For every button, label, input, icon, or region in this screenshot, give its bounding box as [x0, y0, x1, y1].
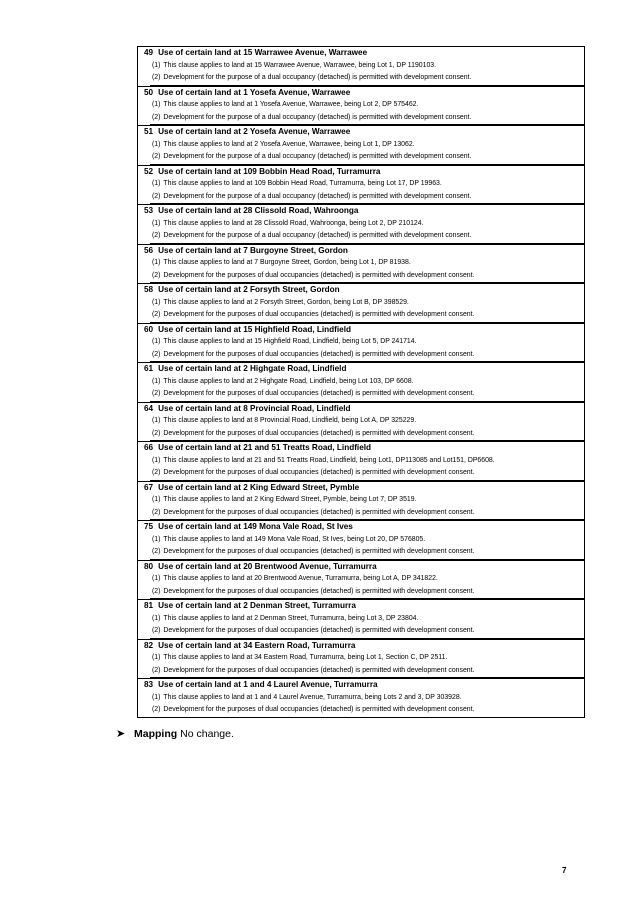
subclause-2	[150, 72, 584, 86]
subclause-1	[138, 613, 584, 626]
clause-heading	[138, 205, 584, 218]
mapping-bullet	[116, 727, 234, 741]
subclause-text: This clause applies to land at 28 Clissold Road, Wahroonga, being Lot 2, DP 210124.	[163, 219, 424, 227]
subclause-number: (1)	[152, 377, 161, 385]
subclause-1	[138, 99, 584, 112]
subclause-text: Development for the purposes of dual occupancies (detached) is permitted with development consent.	[163, 587, 475, 595]
subclause-1	[138, 455, 584, 468]
subclause-text: This clause applies to land at 2 Highgate Road, Lindfield, being Lot 103, DP 6608.	[163, 377, 414, 385]
subclause-2	[150, 191, 584, 205]
clause-row	[138, 165, 584, 205]
clause-row	[138, 678, 584, 717]
subclause-text: Development for the purposes of dual occupancies (detached) is permitted with development consent.	[163, 548, 475, 555]
clause-title: Use of certain land at 109 Bobbin Head Road, Turramurra	[158, 166, 381, 176]
subclause-number: (2)	[152, 311, 161, 318]
subclause-number: (2)	[152, 469, 161, 476]
subclause-number: (1)	[152, 654, 161, 661]
subclause-text: This clause applies to land at 1 Yosefa Avenue, Warrawee, being Lot 2, DP 575462.	[163, 101, 419, 108]
subclause-1	[138, 376, 584, 389]
subclause-1	[138, 218, 584, 231]
subclause-number: (2)	[152, 627, 161, 634]
clause-heading	[138, 561, 584, 574]
subclause-2	[150, 665, 584, 679]
subclause-number: (2)	[152, 192, 161, 200]
clause-title: Use of certain land at 15 Warrawee Avenue, Warrawee	[158, 48, 368, 57]
subclause-number: (1)	[152, 298, 161, 306]
clause-heading	[138, 403, 584, 416]
clause-title: Use of certain land at 2 Yosefa Avenue, Warrawee	[158, 127, 351, 136]
subclause-text: Development for the purpose of a dual occupancy (detached) is permitted with development consent.	[163, 153, 472, 160]
clause-number: 80	[144, 561, 154, 571]
subclause-text: This clause applies to land at 15 Warrawee Avenue, Warrawee, being Lot 1, DP 1190103.	[163, 61, 437, 69]
clause-heading	[138, 47, 584, 60]
subclause-text: Development for the purposes of dual occupancies (detached) is permitted with development consent.	[163, 311, 475, 318]
subclause-text: This clause applies to land at 8 Provincial Road, Lindfield, being Lot A, DP 325229.	[163, 417, 417, 424]
clause-title: Use of certain land at 2 Highgate Road, Lindfield	[158, 364, 347, 373]
subclause-text: This clause applies to land at 34 Eastern Road, Turramurra, being Lot 1, Section C, DP 2511.	[163, 654, 448, 661]
clause-heading	[138, 442, 584, 455]
subclause-text: This clause applies to land at 2 Denman Street, Turramurra, being Lot 3, DP 23804.	[163, 614, 419, 622]
clause-title: Use of certain land at 1 and 4 Laurel Avenue, Turramurra	[158, 680, 378, 689]
subclause-number: (1)	[152, 61, 161, 69]
subclause-text: Development for the purpose of a dual occupancy (detached) is permitted with development consent.	[163, 232, 472, 239]
clause-number: 81	[144, 601, 154, 610]
subclause-2	[150, 467, 584, 481]
subclause-number: (1)	[152, 180, 161, 187]
subclause-text: This clause applies to land at 109 Bobbin Head Road, Turramurra, being Lot 17, DP 19963.	[163, 180, 442, 187]
clause-heading	[138, 521, 584, 534]
subclause-text: This clause applies to land at 2 Forsyth Street, Gordon, being Lot B, DP 398529.	[163, 298, 409, 306]
subclause-number: (2)	[152, 666, 161, 674]
clause-title: Use of certain land at 15 Highfield Road, Lindfield	[158, 324, 351, 334]
subclause-number: (2)	[152, 350, 161, 358]
subclause-number: (2)	[152, 271, 161, 279]
clause-heading	[138, 87, 584, 100]
clause-row	[138, 560, 584, 600]
mapping-text: No change.	[180, 728, 234, 740]
subclause-text: Development for the purposes of dual occupancies (detached) is permitted with development consent.	[163, 271, 475, 279]
subclause-number: (1)	[152, 456, 161, 464]
clause-title: Use of certain land at 21 and 51 Treatts Road, Lindfield	[158, 443, 372, 452]
clause-number: 51	[144, 127, 154, 136]
subclause-text: This clause applies to land at 2 King Edward Street, Pymble, being Lot 7, DP 3519.	[163, 496, 417, 503]
subclause-text: This clause applies to land at 2 Yosefa Avenue, Warrawee, being Lot 1, DP 13062.	[163, 140, 415, 148]
subclause-text: Development for the purpose of a dual occupancy (detached) is permitted with development consent.	[163, 113, 472, 121]
clause-heading	[138, 363, 584, 376]
clause-heading	[138, 482, 584, 495]
subclause-text: Development for the purposes of dual occupancies (detached) is permitted with development consent.	[163, 350, 475, 358]
subclause-text: This clause applies to land at 20 Brentwood Avenue, Turramurra, being Lot A, DP 341822.	[163, 575, 438, 582]
clause-number: 56	[144, 245, 154, 255]
subclause-2	[150, 625, 584, 639]
clause-title: Use of certain land at 20 Brentwood Avenue, Turramurra	[158, 561, 377, 571]
subclause-text: Development for the purpose of a dual occupancy (detached) is permitted with development consent.	[163, 74, 472, 81]
clause-row	[138, 47, 584, 86]
clause-row	[138, 244, 584, 284]
clause-row	[138, 639, 584, 679]
subclause-2	[150, 309, 584, 323]
subclause-number: (2)	[152, 508, 161, 516]
subclause-text: Development for the purposes of dual occupancies (detached) is permitted with development consent.	[163, 706, 475, 713]
subclause-1	[138, 60, 584, 73]
subclause-2	[150, 151, 584, 165]
clause-number: 67	[144, 482, 154, 492]
clause-row	[138, 86, 584, 126]
subclause-text: Development for the purposes of dual occupancies (detached) is permitted with development consent.	[163, 627, 475, 634]
clause-number: 83	[144, 680, 154, 689]
clause-heading	[138, 166, 584, 179]
clause-row	[138, 323, 584, 363]
clause-heading	[138, 245, 584, 258]
clause-heading	[138, 324, 584, 337]
clause-title: Use of certain land at 2 Denman Street, Turramurra	[158, 601, 356, 610]
clause-row	[138, 599, 584, 639]
clause-number: 52	[144, 166, 154, 176]
subclause-1	[138, 336, 584, 349]
clause-number: 75	[144, 522, 154, 531]
clause-heading	[138, 284, 584, 297]
subclause-text: This clause applies to land at 21 and 51 Treatts Road, Lindfield, being Lot1, DP113085 and Lot151, DP6608.	[163, 456, 495, 464]
subclause-text: This clause applies to land at 7 Burgoyne Street, Gordon, being Lot 1, DP 81938.	[163, 259, 411, 266]
subclause-1	[138, 573, 584, 586]
subclause-text: This clause applies to land at 1 and 4 Laurel Avenue, Turramurra, being Lots 2 and 3, DP 303928.	[163, 693, 462, 701]
clause-heading	[138, 679, 584, 692]
subclause-1	[138, 652, 584, 665]
subclause-number: (1)	[152, 693, 161, 701]
clause-number: 82	[144, 640, 154, 650]
subclause-number: (2)	[152, 390, 161, 397]
subclause-number: (2)	[152, 706, 161, 713]
subclause-number: (2)	[152, 587, 161, 595]
clause-number: 50	[144, 87, 154, 97]
subclause-1	[138, 139, 584, 152]
subclause-text: This clause applies to land at 149 Mona Vale Road, St Ives, being Lot 20, DP 576805.	[163, 535, 426, 543]
arrow-bullet-icon: ➤	[116, 728, 126, 740]
subclause-number: (1)	[152, 140, 161, 148]
clause-number: 64	[144, 403, 154, 413]
clause-title: Use of certain land at 7 Burgoyne Street, Gordon	[158, 245, 348, 255]
clause-number: 61	[144, 364, 154, 373]
subclause-number: (2)	[152, 429, 161, 437]
subclause-text: Development for the purposes of dual occupancies (detached) is permitted with development consent.	[163, 508, 475, 516]
clause-number: 49	[144, 48, 154, 57]
clause-title: Use of certain land at 8 Provincial Road, Lindfield	[158, 403, 351, 413]
subclause-1	[138, 415, 584, 428]
clause-title: Use of certain land at 149 Mona Vale Road, St Ives	[158, 522, 353, 531]
clause-title: Use of certain land at 28 Clissold Road, Wahroonga	[158, 206, 359, 215]
clause-number: 53	[144, 206, 154, 215]
subclause-number: (1)	[152, 259, 161, 266]
subclause-2	[150, 349, 584, 363]
clause-row	[138, 520, 584, 560]
clause-heading	[138, 600, 584, 613]
subclause-1	[138, 494, 584, 507]
subclause-1	[138, 297, 584, 310]
subclause-2	[150, 546, 584, 560]
clause-number: 66	[144, 443, 154, 452]
subclause-number: (2)	[152, 153, 161, 160]
subclause-2	[150, 507, 584, 521]
subclause-text: Development for the purposes of dual occupancies (detached) is permitted with development consent.	[163, 429, 475, 437]
subclause-number: (1)	[152, 535, 161, 543]
subclause-number: (2)	[152, 113, 161, 121]
subclause-1	[138, 692, 584, 705]
subclause-text: Development for the purpose of a dual occupancy (detached) is permitted with development consent.	[163, 192, 472, 200]
subclause-1	[138, 534, 584, 547]
clause-row	[138, 402, 584, 442]
clause-row	[138, 481, 584, 521]
clause-row	[138, 283, 584, 323]
clause-row	[138, 362, 584, 402]
clauses-table	[137, 46, 585, 718]
subclause-text: Development for the purposes of dual occupancies (detached) is permitted with development consent.	[163, 666, 475, 674]
subclause-2	[150, 428, 584, 442]
subclause-1	[138, 178, 584, 191]
subclause-number: (1)	[152, 575, 161, 582]
subclause-number: (2)	[152, 548, 161, 555]
subclause-2	[150, 586, 584, 600]
subclause-number: (1)	[152, 219, 161, 227]
clause-title: Use of certain land at 2 King Edward Street, Pymble	[158, 482, 360, 492]
subclause-text: Development for the purposes of dual occupancies (detached) is permitted with development consent.	[163, 469, 475, 476]
page-number: 7	[562, 866, 567, 875]
subclause-number: (1)	[152, 496, 161, 503]
subclause-number: (1)	[152, 101, 161, 108]
subclause-2	[150, 388, 584, 402]
subclause-1	[138, 257, 584, 270]
subclause-number: (1)	[152, 338, 161, 345]
subclause-text: Development for the purposes of dual occupancies (detached) is permitted with development consent.	[163, 390, 475, 397]
clause-heading	[138, 126, 584, 139]
subclause-2	[150, 230, 584, 244]
subclause-2	[150, 112, 584, 126]
clause-title: Use of certain land at 34 Eastern Road, Turramurra	[158, 640, 356, 650]
subclause-text: This clause applies to land at 15 Highfield Road, Lindfield, being Lot 5, DP 241714.	[163, 338, 417, 345]
clause-row	[138, 204, 584, 244]
clause-row	[138, 441, 584, 481]
subclause-number: (1)	[152, 417, 161, 424]
subclause-number: (2)	[152, 232, 161, 239]
clause-number: 60	[144, 324, 154, 334]
mapping-label: Mapping	[134, 728, 178, 740]
clause-number: 58	[144, 285, 154, 294]
subclause-2	[150, 270, 584, 284]
clause-title: Use of certain land at 2 Forsyth Street, Gordon	[158, 285, 340, 294]
clause-heading	[138, 640, 584, 653]
subclause-number: (1)	[152, 614, 161, 622]
clause-row	[138, 125, 584, 165]
subclause-number: (2)	[152, 74, 161, 81]
clause-title: Use of certain land at 1 Yosefa Avenue, Warrawee	[158, 87, 351, 97]
subclause-2	[150, 704, 584, 717]
